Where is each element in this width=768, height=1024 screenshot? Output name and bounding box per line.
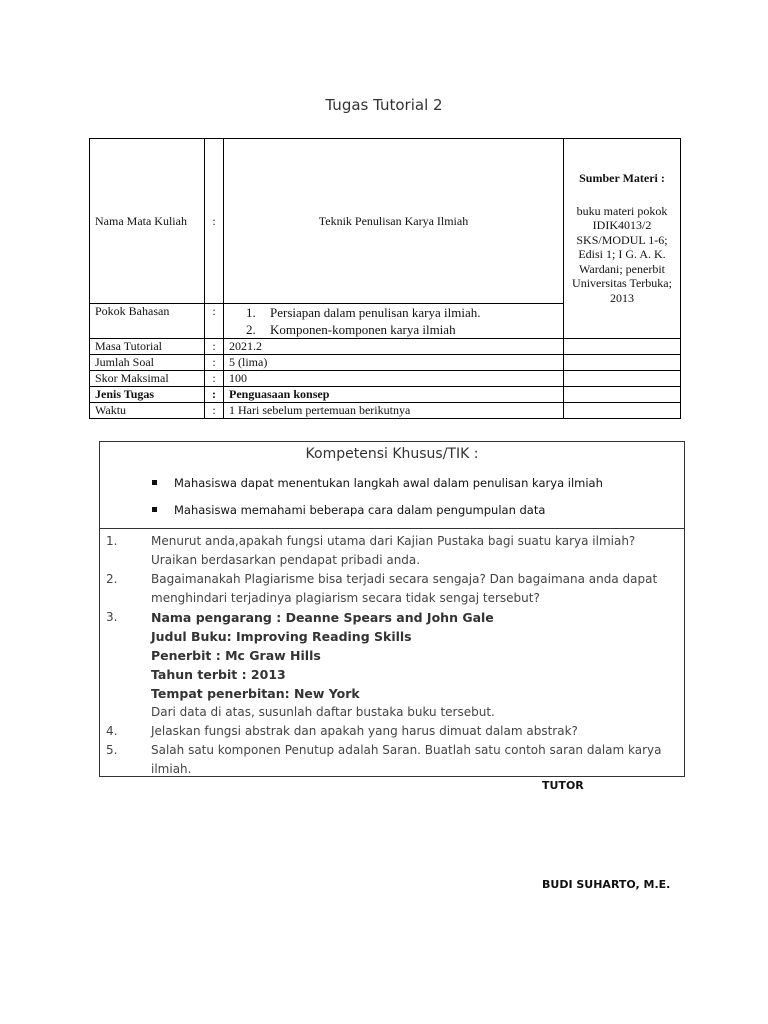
tutor-name: BUDI SUHARTO, M.E.: [542, 878, 671, 891]
book-title: Judul Buku: Improving Reading Skills: [151, 629, 412, 644]
row-jenis-tugas: [90, 387, 681, 403]
masa-tutorial-value: 2021.2: [224, 339, 564, 355]
colon: :: [205, 403, 224, 419]
book-author: Nama pengarang : Deanne Spears and John Gale: [151, 610, 494, 625]
question-number: 5.: [106, 743, 118, 757]
colon: :: [205, 139, 224, 304]
pokok-bahasan-value: [224, 304, 564, 339]
question-item: [100, 532, 684, 570]
pokok-item: 2. Komponen-komponen karya ilmiah: [246, 322, 456, 337]
question-text: Jelaskan fungsi abstrak dan apakah yang harus dimuat dalam abstrak?: [151, 724, 578, 738]
question-number: 2.: [106, 572, 118, 586]
colon: :: [205, 387, 224, 403]
empty-cell: [564, 355, 681, 371]
masa-tutorial-label: Masa Tutorial: [90, 339, 205, 355]
empty-cell: [564, 339, 681, 355]
jenis-tugas-label: Jenis Tugas: [90, 387, 205, 403]
row-masa-tutorial: [90, 339, 681, 355]
jumlah-soal-value: 5 (lima): [224, 355, 564, 371]
question-text: ilmiah.: [151, 762, 192, 776]
book-publisher: Penerbit : Mc Graw Hills: [151, 648, 321, 663]
sumber-materi-label: Sumber Materi :: [579, 171, 665, 185]
colon: :: [205, 355, 224, 371]
document-title: Tugas Tutorial 2: [325, 96, 443, 114]
kompetensi-item: Mahasiswa memahami beberapa cara dalam pengumpulan data: [150, 503, 603, 530]
question-item: [100, 570, 684, 608]
empty-cell: [564, 403, 681, 419]
question-number: 3.: [106, 610, 118, 624]
question-text: Dari data di atas, susunlah daftar bustaka buku tersebut.: [151, 705, 495, 719]
question-item: [100, 741, 684, 779]
colon: :: [205, 371, 224, 387]
skor-maksimal-value: 100: [224, 371, 564, 387]
sumber-materi-value: buku materi pokok IDIK4013/2 SKS/MODUL 1-6; Edisi 1; I G. A. K. Wardani; penerbit Universitas Terbuka; 2013: [572, 203, 672, 305]
colon: :: [205, 304, 224, 339]
kompetensi-box: [99, 441, 685, 777]
square-bullet-icon: [152, 507, 157, 512]
question-text: Uraikan berdasarkan pendapat pribadi anda.: [151, 553, 421, 567]
skor-maksimal-label: Skor Maksimal: [90, 371, 205, 387]
question-item: [100, 722, 684, 741]
row-jumlah-soal: [90, 355, 681, 371]
course-info-table: [89, 138, 681, 419]
empty-cell: [564, 371, 681, 387]
question-list: [100, 532, 684, 779]
jenis-tugas-value: Penguasaan konsep: [224, 387, 564, 403]
book-place: Tempat penerbitan: New York: [151, 686, 360, 701]
mata-kuliah-label: Nama Mata Kuliah: [90, 139, 205, 304]
question-item: [100, 608, 684, 722]
square-bullet-icon: [152, 480, 157, 485]
tutor-label: TUTOR: [542, 779, 584, 792]
question-text: Salah satu komponen Penutup adalah Saran. Buatlah satu contoh saran dalam karya: [151, 743, 662, 757]
question-text: menghindari terjadinya plagiarism secara tidak sengaj tersebut?: [151, 591, 540, 605]
empty-cell: [564, 387, 681, 403]
waktu-value: 1 Hari sebelum pertemuan berikutnya: [224, 403, 564, 419]
kompetensi-list: [150, 476, 603, 530]
kompetensi-item: Mahasiswa dapat menentukan langkah awal dalam penulisan karya ilmiah: [150, 476, 603, 503]
sumber-materi-cell: [564, 139, 681, 339]
pokok-bahasan-label: Pokok Bahasan: [90, 304, 205, 339]
row-mata-kuliah: [90, 139, 681, 304]
kompetensi-title: Kompetensi Khusus/TIK :: [305, 446, 479, 462]
colon: :: [205, 339, 224, 355]
question-text: Menurut anda,apakah fungsi utama dari Kajian Pustaka bagi suatu karya ilmiah?: [151, 534, 636, 548]
waktu-label: Waktu: [90, 403, 205, 419]
mata-kuliah-value: Teknik Penulisan Karya Ilmiah: [224, 139, 564, 304]
row-skor-maksimal: [90, 371, 681, 387]
question-number: 4.: [106, 724, 118, 738]
jumlah-soal-label: Jumlah Soal: [90, 355, 205, 371]
divider: [100, 528, 684, 529]
book-year: Tahun terbit : 2013: [151, 667, 286, 682]
question-number: 1.: [106, 534, 118, 548]
question-text: Bagaimanakah Plagiarisme bisa terjadi secara sengaja? Dan bagaimana anda dapat: [151, 572, 658, 586]
pokok-item: 1. Persiapan dalam penulisan karya ilmiah.: [246, 305, 481, 320]
row-waktu: [90, 403, 681, 419]
